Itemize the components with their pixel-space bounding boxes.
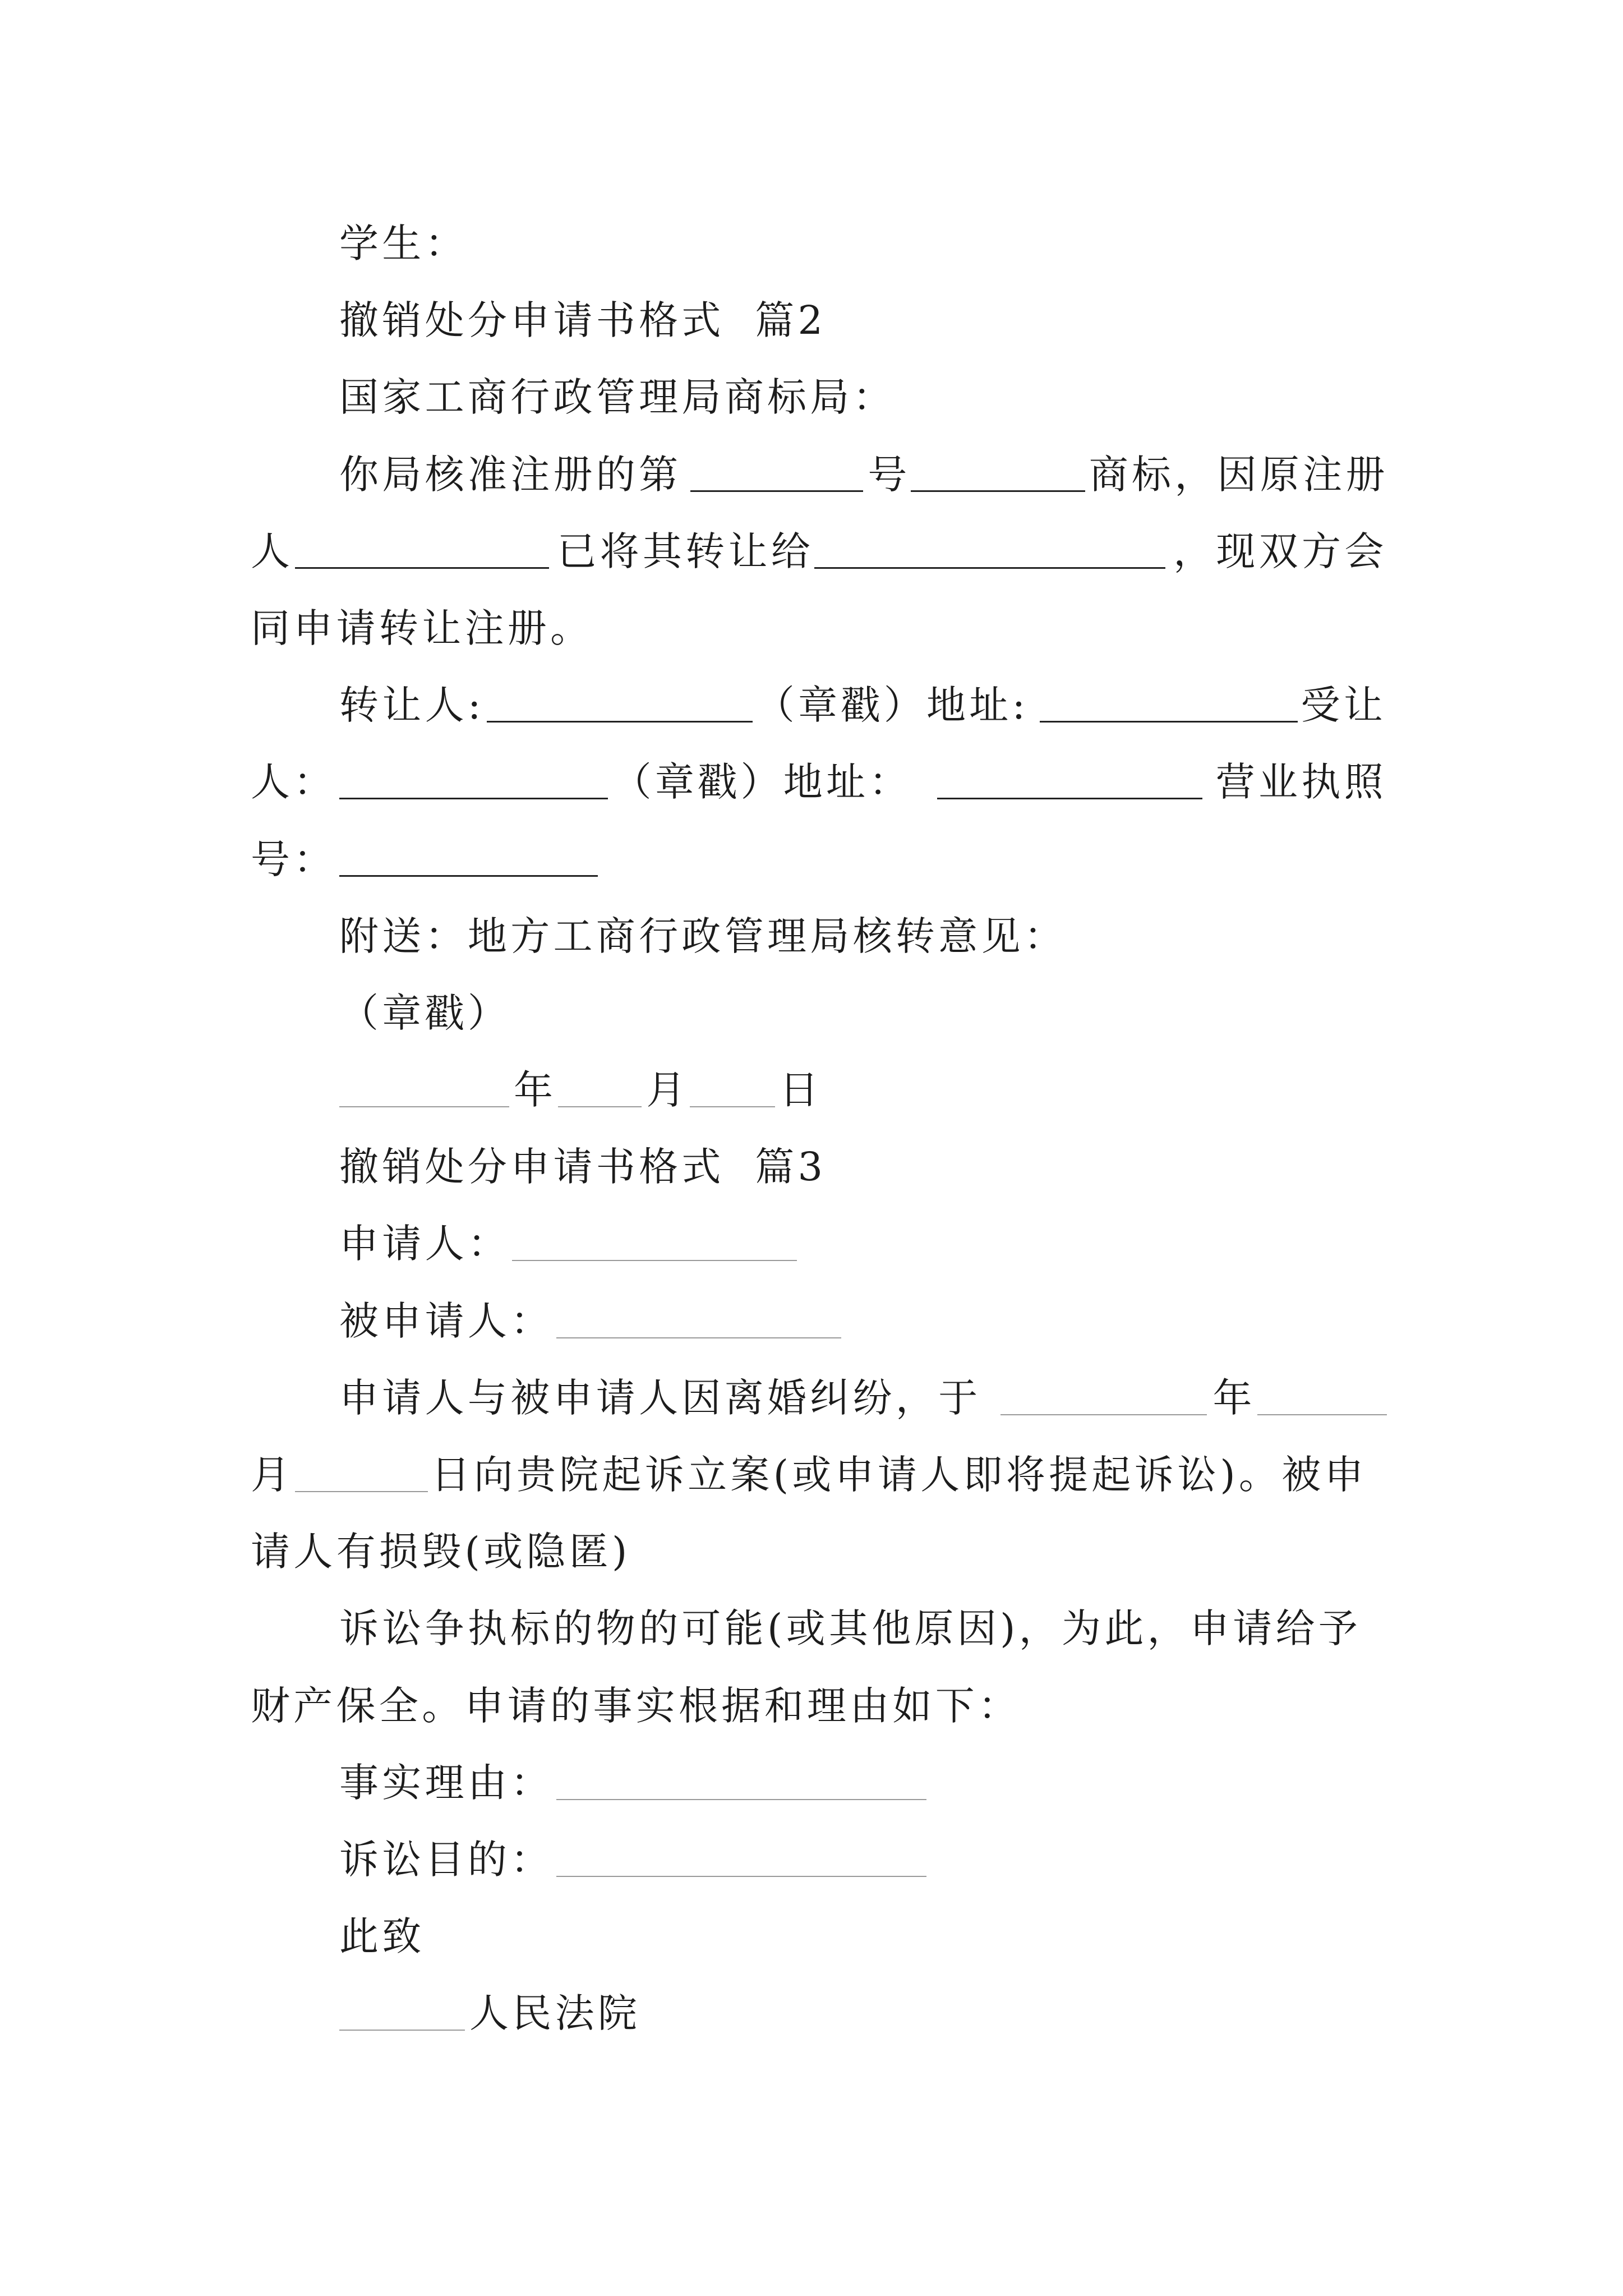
fill-blank: [556, 1760, 926, 1800]
respondent-line: [0, 1283, 1623, 1360]
paragraph-line: [0, 1668, 1623, 1745]
facts-reasons-line: [0, 1745, 1623, 1821]
line-text: 财产保全。申请的事实根据和理由如下：: [251, 1682, 1021, 1729]
paragraph-line: [0, 1513, 1623, 1590]
line-text: 被申请人：: [339, 1297, 554, 1344]
fill-blank: [1257, 1375, 1387, 1415]
line-text: 人: [251, 528, 294, 574]
seal-line: [0, 975, 1623, 1052]
line-text: 月: [251, 1452, 294, 1498]
fill-blank: [339, 836, 598, 877]
litigation-purpose-line: [0, 1821, 1623, 1898]
section-title-3: [0, 1129, 1623, 1205]
applicant-line: [0, 1205, 1623, 1282]
line-text: 年: [514, 1067, 557, 1114]
closing-line: [0, 1898, 1623, 1975]
line-text: 附送：地方工商行政管理局核转意见：: [339, 913, 1067, 959]
line-text: （章戳）地址：: [612, 759, 912, 806]
student-signature-line: [0, 205, 1623, 282]
addressee-line: [0, 359, 1623, 436]
transferor-line: [0, 667, 1623, 744]
line-text: 诉讼目的：: [339, 1836, 554, 1883]
line-text: 转让人:: [339, 682, 485, 729]
addressee-text: 国家工商行政管理局商标局：: [339, 374, 896, 421]
section-title-2: [0, 282, 1623, 359]
line-text: （章戳）: [339, 990, 511, 1036]
line-text: 已将其转让给: [557, 528, 814, 574]
line-text: 月: [646, 1067, 689, 1114]
paragraph-line: [0, 590, 1623, 667]
line-text: 事实理由：: [339, 1759, 554, 1806]
line-text: 人：: [251, 759, 336, 806]
line-text: 申请人：: [339, 1221, 511, 1267]
line-text: 学生：: [339, 220, 468, 266]
section-title-text: 撤销处分申请书格式 篇2: [339, 297, 827, 344]
line-text: 日: [779, 1067, 822, 1114]
fill-blank: [295, 1452, 428, 1492]
section-title-text: 撤销处分申请书格式 篇3: [339, 1144, 827, 1190]
fill-blank: [937, 758, 1202, 799]
fill-blank: [339, 1990, 465, 2031]
fill-blank: [295, 528, 549, 569]
fill-blank: [512, 1221, 797, 1261]
line-text: 受让: [1301, 682, 1387, 729]
fill-blank: [339, 758, 608, 799]
line-text: 号：: [251, 836, 336, 882]
fill-blank: [558, 1067, 642, 1107]
line-text: 你局核准注册的第: [339, 451, 682, 498]
transferee-line: [0, 744, 1623, 821]
fill-blank: [556, 1298, 841, 1338]
fill-blank: [690, 1067, 775, 1107]
line-text: 号: [868, 451, 911, 498]
line-text: ，现双方会: [1173, 528, 1387, 574]
line-text: 人民法院: [469, 1990, 641, 2037]
line-text: （章戳）地址:: [755, 682, 1029, 729]
line-text: 请人有损毁(或隐匿): [251, 1529, 631, 1575]
line-text: 此致: [339, 1913, 425, 1960]
fill-blank: [1000, 1375, 1207, 1415]
paragraph-line: [0, 1590, 1623, 1667]
court-line: [0, 1975, 1623, 2052]
fill-blank: [1040, 682, 1298, 723]
fill-blank: [690, 451, 863, 492]
line-text: 诉讼争执标的物的可能(或其他原因)，为此，申请给予: [339, 1605, 1362, 1652]
paragraph-line: [0, 436, 1623, 513]
date-line: [0, 1052, 1623, 1129]
line-text: 商标，因原注册: [1089, 451, 1389, 498]
line-text: 年: [1212, 1374, 1256, 1421]
fill-blank: [911, 451, 1085, 492]
document-page: [0, 205, 1623, 2053]
attachment-line: [0, 898, 1623, 975]
paragraph-line: [0, 1360, 1623, 1437]
fill-blank: [556, 1837, 926, 1877]
paragraph-line: [0, 513, 1623, 590]
line-text: 营业执照: [1215, 759, 1387, 806]
line-text: 申请人与被申请人因离婚纠纷，于: [339, 1374, 981, 1421]
line-text: 日向贵院起诉立案(或申请人即将提起诉讼)。被申: [431, 1452, 1367, 1498]
fill-blank: [339, 1067, 509, 1107]
line-text: 同申请转让注册。: [251, 605, 593, 651]
paragraph-line: [0, 1437, 1623, 1513]
fill-blank: [487, 682, 753, 723]
license-number-line: [0, 821, 1623, 898]
fill-blank: [814, 528, 1165, 569]
